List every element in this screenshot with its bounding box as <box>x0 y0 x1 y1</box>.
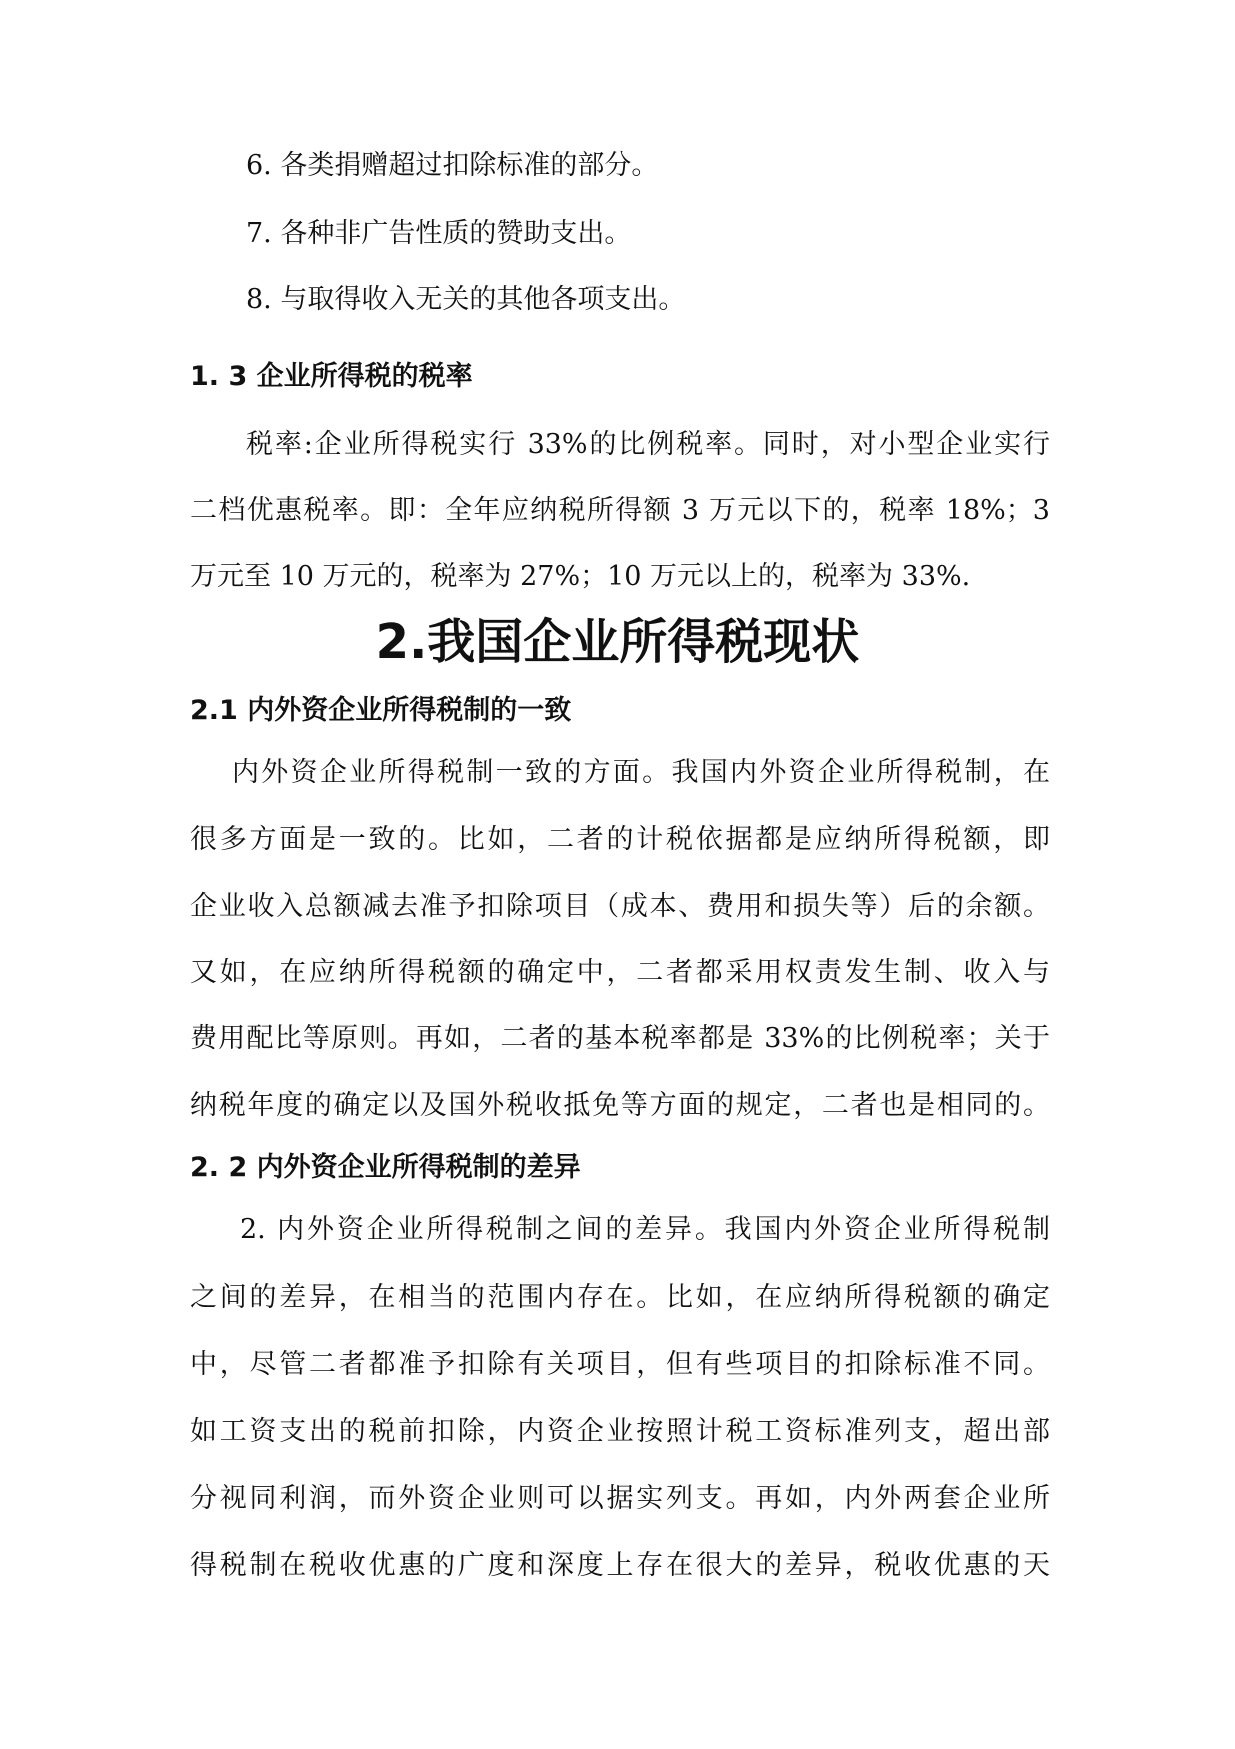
paragraph-line: 之间的差异，在相当的范围内存在。比如，在应纳所得税额的确定 <box>190 1282 1050 1313</box>
paragraph-line: 得税制在税收优惠的广度和深度上存在很大的差异，税收优惠的天 <box>190 1550 1050 1581</box>
section-heading: 2. 2 内外资企业所得税制的差异 <box>190 1152 581 1183</box>
paragraph-line: 很多方面是一致的。比如，二者的计税依据都是应纳所得税额，即 <box>190 824 1050 855</box>
chapter-title: 2.我国企业所得税现状 <box>375 614 860 670</box>
paragraph-line: 分视同利润，而外资企业则可以据实列支。再如，内外两套企业所 <box>190 1483 1050 1514</box>
paragraph-line: 内外资企业所得税制一致的方面。我国内外资企业所得税制，在 <box>232 757 1050 788</box>
paragraph-line: 又如，在应纳所得税额的确定中，二者都采用权责发生制、收入与 <box>190 957 1050 988</box>
paragraph-line: 二档优惠税率。即：全年应纳税所得额 3 万元以下的，税率 18%；3 <box>190 495 1050 526</box>
section-heading: 2.1 内外资企业所得税制的一致 <box>190 695 572 726</box>
list-item: 8. 与取得收入无关的其他各项支出。 <box>246 284 686 315</box>
paragraph-line: 万元至 10 万元的，税率为 27%；10 万元以上的，税率为 33%. <box>190 561 971 592</box>
section-heading: 1. 3 企业所得税的税率 <box>190 361 473 392</box>
list-item: 7. 各种非广告性质的赞助支出。 <box>246 218 632 249</box>
paragraph-line: 税率:企业所得税实行 33%的比例税率。同时，对小型企业实行 <box>246 429 1050 460</box>
paragraph-line: 如工资支出的税前扣除，内资企业按照计税工资标准列支，超出部 <box>190 1416 1050 1447</box>
paragraph-line: 中，尽管二者都准予扣除有关项目，但有些项目的扣除标准不同。 <box>190 1349 1050 1380</box>
list-item: 6. 各类捐赠超过扣除标准的部分。 <box>246 150 659 181</box>
paragraph-line: 2. 内外资企业所得税制之间的差异。我国内外资企业所得税制 <box>240 1214 1050 1245</box>
paragraph-line: 费用配比等原则。再如，二者的基本税率都是 33%的比例税率；关于 <box>190 1023 1050 1054</box>
paragraph-line: 企业收入总额减去准予扣除项目（成本、费用和损失等）后的余额。 <box>190 891 1050 922</box>
paragraph-line: 纳税年度的确定以及国外税收抵免等方面的规定，二者也是相同的。 <box>190 1090 1050 1121</box>
